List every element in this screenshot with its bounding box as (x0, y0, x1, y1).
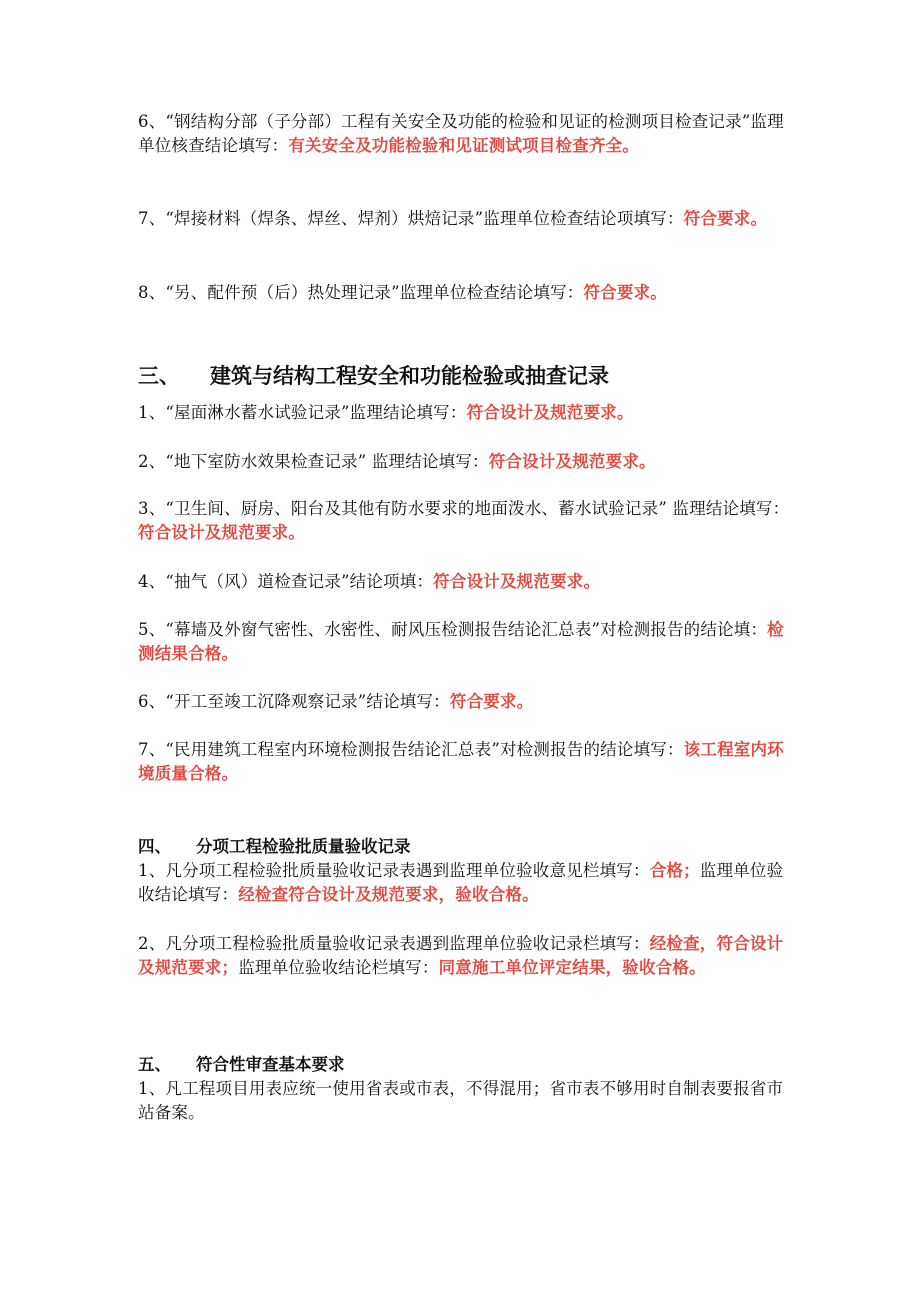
section-3-item-5: 5、“幕墙及外窗气密性、水密性、耐风压检测报告结论汇总表”对检测报告的结论填：检测结果合格。 (138, 620, 784, 663)
conclusion-text: 符合要求。 (583, 283, 667, 302)
section-4-item-2: 2、凡分项工程检验批质量验收记录表遇到监理单位验收记录栏填写：经检查，符合设计及规范要求；监理单位验收结论栏填写：同意施工单位评定结果，验收合格。 (138, 934, 784, 977)
conclusion-text: 合格； (649, 861, 700, 880)
conclusion-text: 检测结果合格。 (138, 620, 784, 663)
section-3-item-2: 2、“地下室防水效果检查记录” 监理结论填写：符合设计及规范要求。 (138, 452, 656, 471)
section-3-item-1: 1、“屋面淋水蓄水试验记录”监理结论填写：符合设计及规范要求。 (138, 403, 634, 422)
conclusion-text: 符合设计及规范要求。 (433, 572, 601, 591)
section-3-item-4: 4、“抽气（风）道检查记录”结论项填：符合设计及规范要求。 (138, 572, 601, 591)
conclusion-text: 经检查，符合设计及规范要求； (138, 934, 784, 977)
section-3-item-7: 7、“民用建筑工程室内环境检测报告结论汇总表”对检测报告的结论填写：该工程室内环境质量合格。 (138, 740, 784, 783)
section-5-heading: 五、 符合性审查基本要求 (138, 1055, 345, 1074)
item-6-steel-structure: 6、“钢结构分部（子分部）工程有关安全及功能的检验和见证的检测项目检查记录”监理单位核查结论填写：有关安全及功能检验和见证测试项目检查齐全。 (138, 112, 784, 155)
section-4-item-1: 1、凡分项工程检验批质量验收记录表遇到监理单位验收意见栏填写：合格；监理单位验收结论填写：经检查符合设计及规范要求，验收合格。 (138, 861, 784, 904)
conclusion-text: 同意施工单位评定结果，验收合格。 (438, 958, 706, 977)
conclusion-text: 该工程室内环境质量合格。 (138, 740, 784, 783)
section-3-heading: 三、 建筑与结构工程安全和功能检验或抽查记录 (138, 363, 609, 388)
conclusion-text: 符合要求。 (449, 692, 534, 711)
section-3-item-3: 3、“卫生间、厨房、阳台及其他有防水要求的地面泼水、蓄水试验记录” 监理结论填写：符合设计及规范要求。 (138, 499, 790, 542)
conclusion-text: 经检查符合设计及规范要求，验收合格。 (238, 885, 539, 904)
conclusion-text: 符合要求。 (683, 209, 768, 228)
section-3-item-6: 6、“开工至竣工沉降观察记录”结论填写：符合要求。 (138, 692, 534, 711)
conclusion-text: 符合设计及规范要求。 (138, 523, 305, 542)
section-4-heading: 四、 分项工程检验批质量验收记录 (138, 837, 411, 856)
item-8-heat-treatment: 8、“另、配件预（后）热处理记录”监理单位检查结论填写：符合要求。 (138, 283, 667, 302)
section-5-item-1: 1、凡工程项目用表应统一使用省表或市表，不得混用；省市表不够用时自制表要报省市站备案。 (138, 1079, 784, 1122)
conclusion-text: 有关安全及功能检验和见证测试项目检查齐全。 (288, 136, 640, 155)
item-7-welding-material: 7、“焊接材料（焊条、焊丝、焊剂）烘焙记录”监理单位检查结论项填写：符合要求。 (138, 209, 768, 228)
conclusion-text: 符合设计及规范要求。 (466, 403, 634, 422)
conclusion-text: 符合设计及规范要求。 (488, 452, 656, 471)
